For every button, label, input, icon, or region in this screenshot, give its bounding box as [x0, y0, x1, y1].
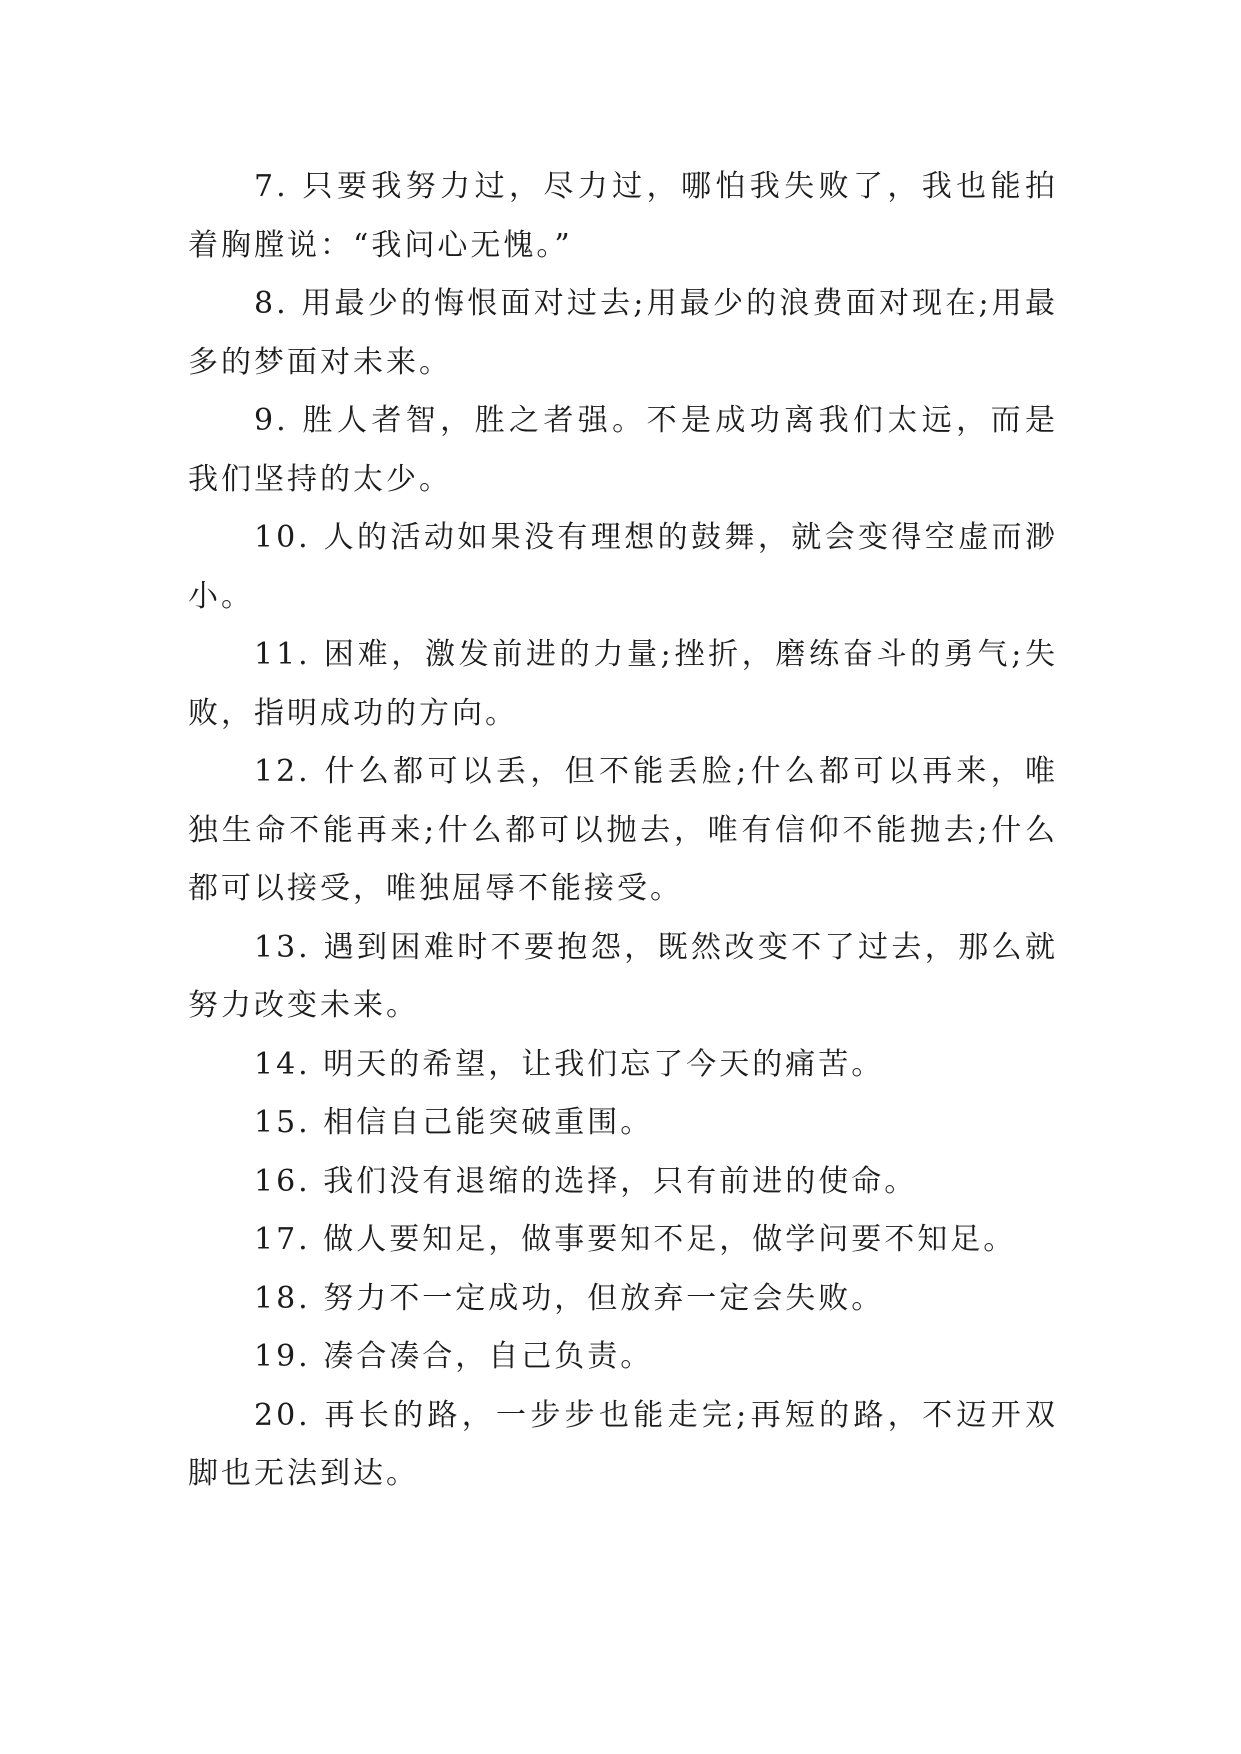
paragraph-14: 14. 明天的希望，让我们忘了今天的痛苦。 [254, 1046, 885, 1082]
paragraph-19: 19. 凑合凑合，自己负责。 [254, 1339, 654, 1374]
paragraph-10: 10. 人的活动如果没有理想的鼓舞，就会变得空虚而渺小。 [188, 520, 1058, 614]
paragraph-13: 13. 遇到困难时不要抱怨，既然改变不了过去，那么就努力改变未来。 [188, 929, 1058, 1023]
paragraph-9: 9. 胜人者智，胜之者强。不是成功离我们太远，而是我们坚持的太少。 [188, 403, 1058, 497]
paragraph-20: 20. 再长的路，一步步也能走完;再短的路，不迈开双脚也无法到达。 [188, 1397, 1058, 1491]
paragraph-12: 12. 什么都可以丢，但不能丢脸;什么都可以再来，唯独生命不能再来;什么都可以抛去，唯有信仰不能抛去;什么都可以接受，唯独屈辱不能接受。 [188, 754, 1058, 906]
document-body [188, 158, 1058, 1504]
paragraph-17: 17. 做人要知足，做事要知不足，做学问要不知足。 [254, 1222, 1017, 1257]
paragraph-15: 15. 相信自己能突破重围。 [254, 1105, 654, 1140]
paragraph-11: 11. 困难，激发前进的力量;挫折，磨练奋斗的勇气;失败，指明成功的方向。 [188, 637, 1058, 731]
paragraph-8: 8. 用最少的悔恨面对过去;用最少的浪费面对现在;用最多的梦面对未来。 [188, 286, 1058, 380]
paragraph-18: 18. 努力不一定成功，但放弃一定会失败。 [254, 1280, 885, 1316]
paragraph-7: 7. 只要我努力过，尽力过，哪怕我失败了，我也能拍着胸膛说：“我问心无愧。” [188, 169, 1058, 263]
paragraph-16: 16. 我们没有退缩的选择，只有前进的使命。 [254, 1163, 918, 1199]
